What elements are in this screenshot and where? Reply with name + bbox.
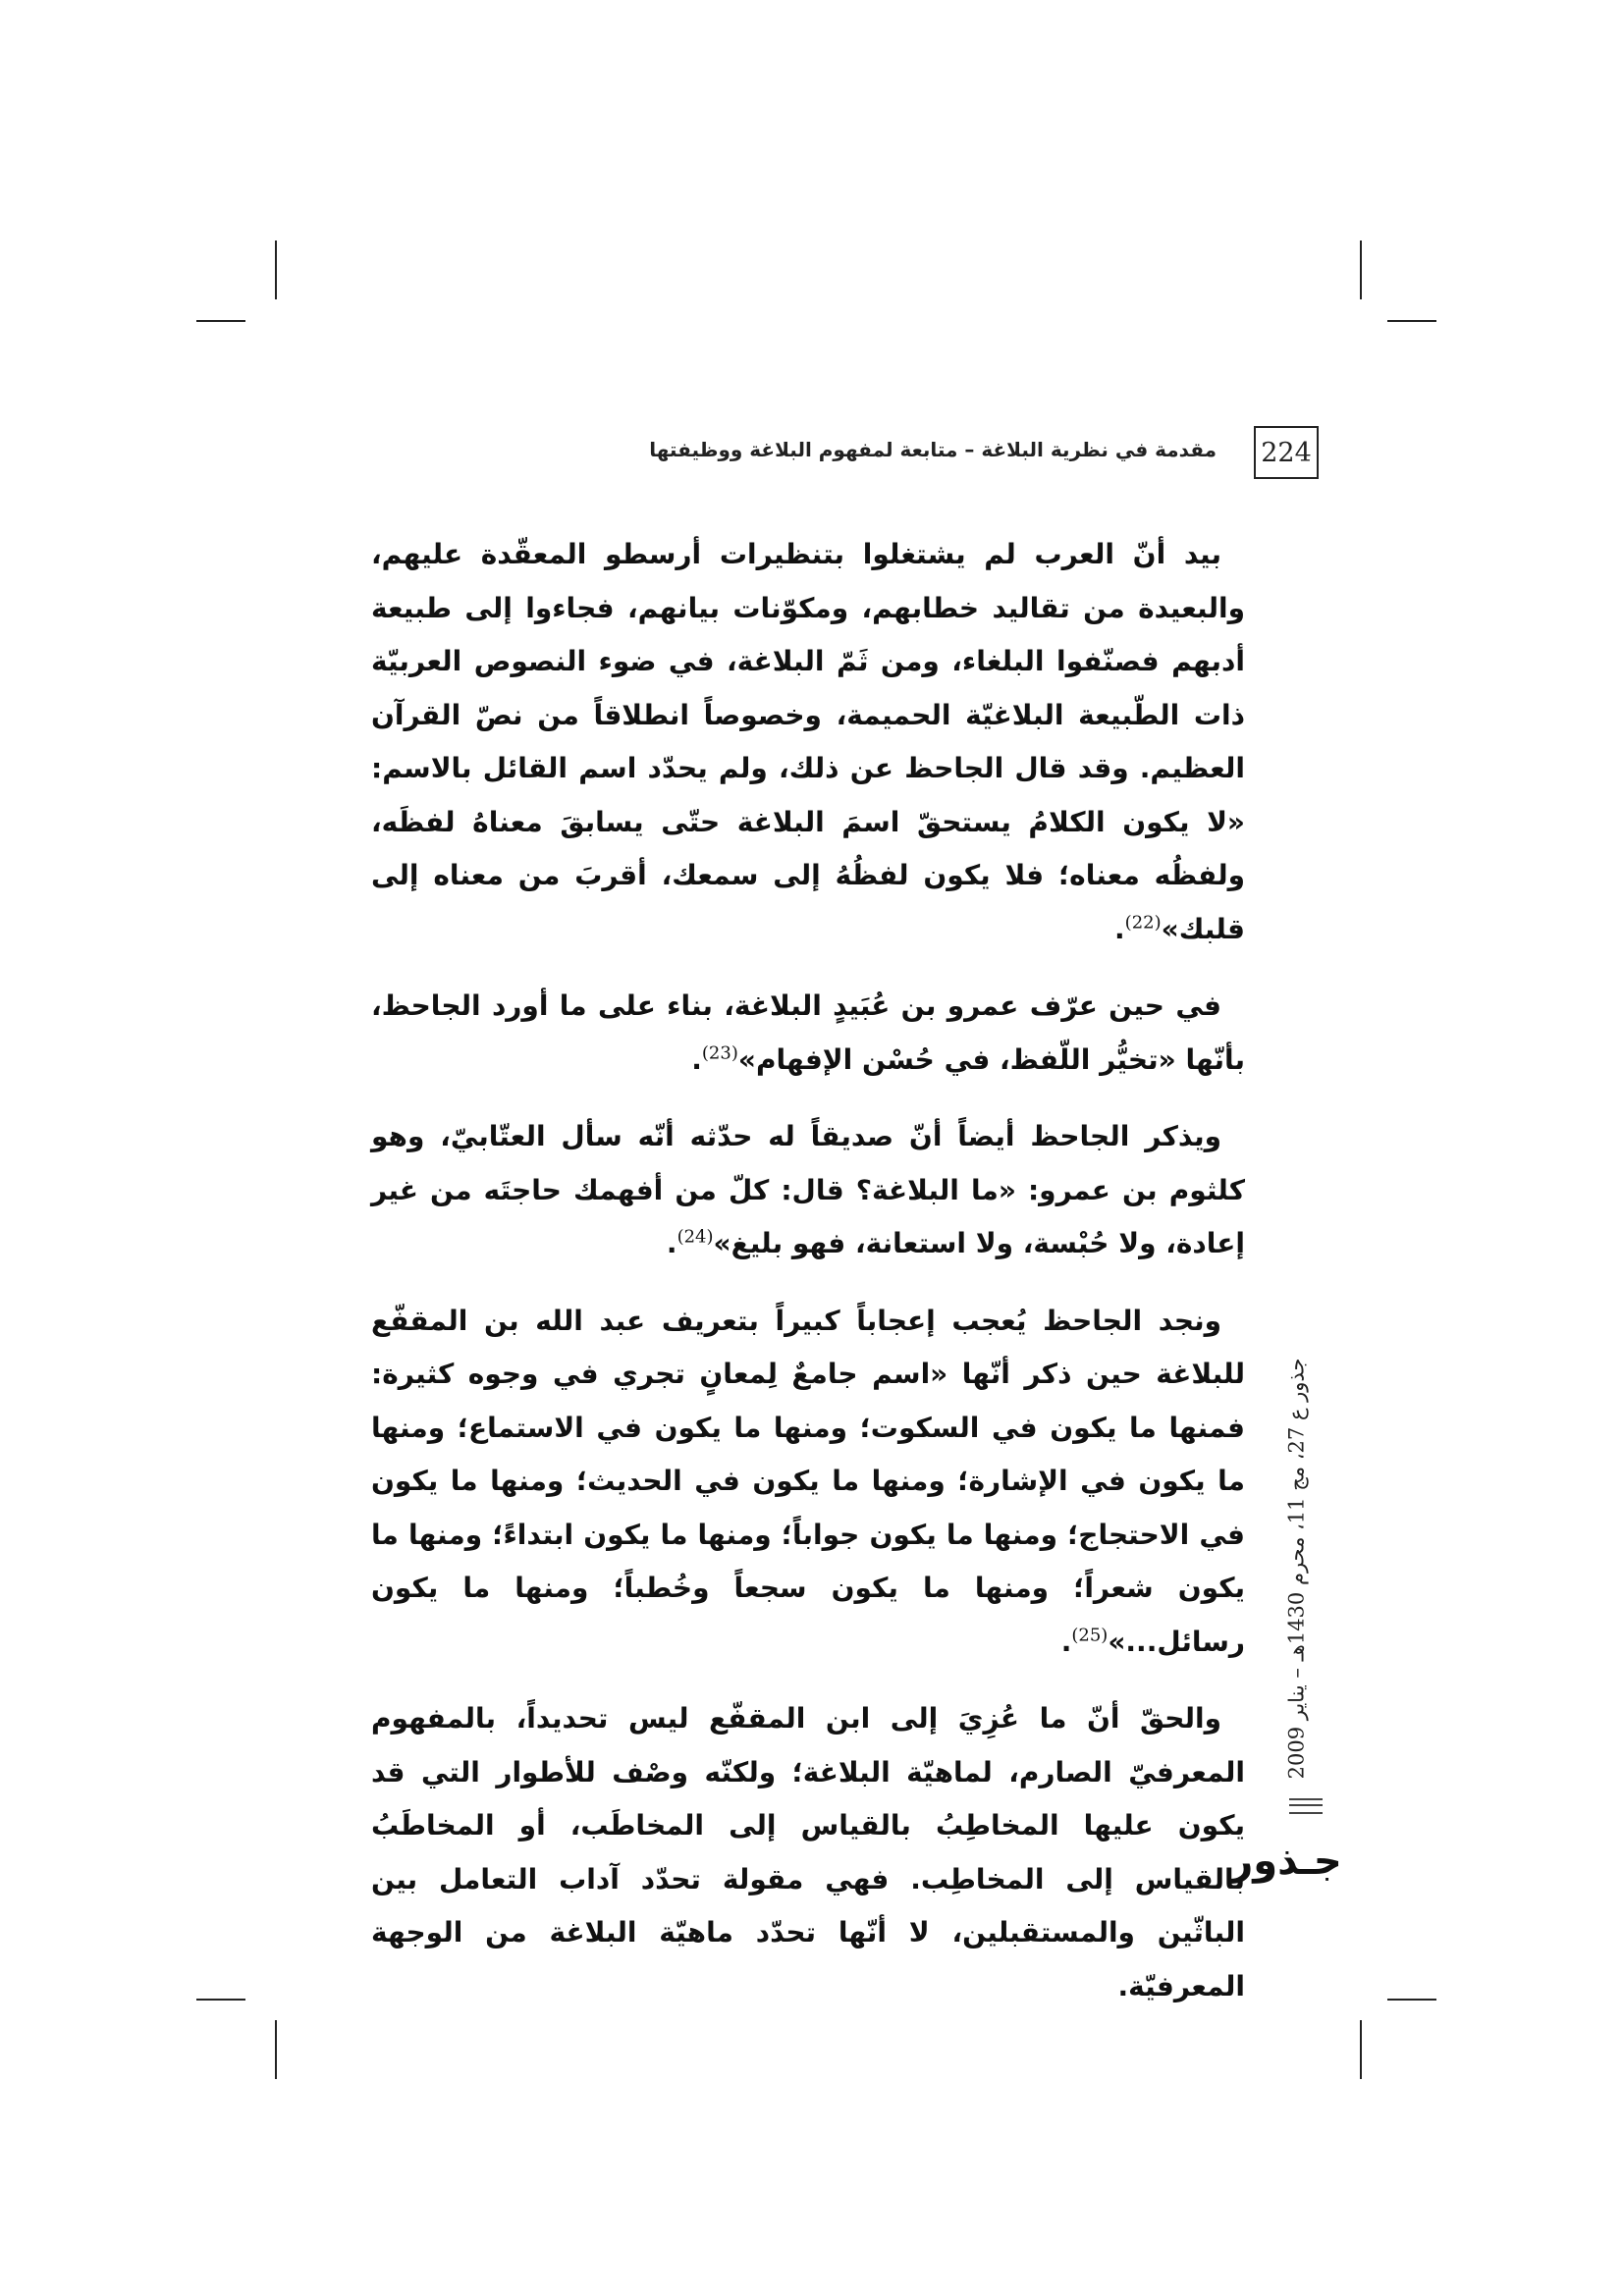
paragraph-4-text: ونجد الجاحظ يُعجب إعجاباً كبيراً بتعريف عبد الله بن المقفّع للبلاغة حين ذكر أنّها «اسم جامعٌ لِمعانٍ تجري في وجوه كثيرة: فمنها ما يكون في السكوت؛ ومنها ما يكون في الاستماع؛ ومنها ما يكون في الإشارة؛ ومنها ما يكون في الحديث؛ ومنها ما يكون في الاحتجاج؛ ومنها ما يكون جواباً؛ ومنها ما يكون ابتداءً؛ ومنها ما يكون شعراً؛ ومنها ما يكون سجعاً وخُطباً؛ ومنها ما يكون رسائل...»	[371, 1304, 1245, 1658]
crop-mark-bottom-left-horizontal	[196, 1999, 245, 2001]
crop-mark-bottom-right-horizontal	[1387, 1999, 1436, 2001]
page-header	[649, 426, 1319, 485]
footnote-ref-25: (25)	[1071, 1625, 1109, 1646]
paragraph-4: ونجد الجاحظ يُعجب إعجاباً كبيراً بتعريف عبد الله بن المقفّع للبلاغة حين ذكر أنّها «اسم جامعٌ لِمعانٍ تجري في وجوه كثيرة: فمنها ما يكون في السكوت؛ ومنها ما يكون في الاستماع؛ ومنها ما يكون في الإشارة؛ ومنها ما يكون في الحديث؛ ومنها ما يكون في الاحتجاج؛ ومنها ما يكون جواباً؛ ومنها ما يكون ابتداءً؛ ومنها ما يكون شعراً؛ ومنها ما يكون سجعاً وخُطباً؛ ومنها ما يكون رسائل...»$^{(25)}$.	[371, 1304, 1245, 1658]
crop-mark-top-left-vertical	[275, 240, 277, 299]
paragraph-3-text: ويذكر الجاحظ أيضاً أنّ صديقاً له حدّثه أنّه سأل العتّابيّ، وهو كلثوم بن عمرو: «ما البلاغة؟ قال: كلّ من أفهمك حاجتَه من غير إعادة، ولا حُبْسة، ولا استعانة، فهو بليغ»	[371, 1120, 1245, 1259]
article-body	[371, 528, 1245, 2037]
paragraph-3: ويذكر الجاحظ أيضاً أنّ صديقاً له حدّثه أنّه سأل العتّابيّ، وهو كلثوم بن عمرو: «ما البلاغة؟ قال: كلّ من أفهمك حاجتَه من غير إعادة، ولا حُبْسة، ولا استعانة، فهو بليغ»$^{(24)}$.	[371, 1120, 1245, 1259]
paragraph-5	[371, 1692, 1245, 2013]
decorative-rules	[1289, 1798, 1323, 1814]
footnote-ref-22: (22)	[1124, 912, 1162, 934]
paragraph-1: بيد أنّ العرب لم يشتغلوا بتنظيرات أرسطو المعقّدة عليهم، والبعيدة من تقاليد خطابهم، ومكوّنات بيانهم، فجاءوا إلى طبيعة أدبهم فصنّفوا البلغاء، ومن ثَمّ البلاغة، في ضوء النصوص العربيّة ذات الطّبيعة البلاغيّة الحميمة، وخصوصاً انطلاقاً من نصّ القرآن العظيم. وقد قال الجاحظ عن ذلك، ولم يحدّد اسم القائل بالاسم: «لا يكون الكلامُ يستحقّ اسمَ البلاغة حتّى يسابقَ معناهُ لفظَه، ولفظُه معناه؛ فلا يكون لفظُهُ إلى سمعك، أقربَ من معناه إلى قلبك»$^{(22)}$.	[371, 538, 1245, 945]
footnote-ref-24: (24)	[676, 1226, 714, 1248]
page-number: 224	[1254, 426, 1319, 479]
crop-mark-top-right-horizontal	[1387, 320, 1436, 322]
crop-mark-bottom-left-vertical	[275, 2020, 277, 2079]
running-title: مقدمة في نظرية البلاغة – متابعة لمفهوم البلاغة ووظيفتها	[649, 438, 1217, 461]
paragraph-5-text: والحقّ أنّ ما عُزِيَ إلى ابن المقفّع ليس تحديداً، بالمفهوم المعرفيّ الصارم، لماهيّة البلاغة؛ ولكنّه وصْف للأطوار التي قد يكون عليها المخاطِبُ بالقياس إلى المخاطَب، أو المخاطَبُ بالقياس إلى المخاطِب. فهي مقولة تحدّد آداب التعامل بين الباثّين والمستقبلين، لا أنّها تحدّد ماهيّة البلاغة من الوجهة المعرفيّة.	[371, 1702, 1245, 2002]
crop-mark-top-right-vertical	[1360, 240, 1362, 299]
paragraph-1-text: بيد أنّ العرب لم يشتغلوا بتنظيرات أرسطو المعقّدة عليهم، والبعيدة من تقاليد خطابهم، ومكوّنات بيانهم، فجاءوا إلى طبيعة أدبهم فصنّفوا البلغاء، ومن ثَمّ البلاغة، في ضوء النصوص العربيّة ذات الطّبيعة البلاغيّة الحميمة، وخصوصاً انطلاقاً من نصّ القرآن العظيم. وقد قال الجاحظ عن ذلك، ولم يحدّد اسم القائل بالاسم: «لا يكون الكلامُ يستحقّ اسمَ البلاغة حتّى يسابقَ معناهُ لفظَه، ولفظُه معناه؛ فلا يكون لفظُهُ إلى سمعك، أقربَ من معناه إلى قلبك»	[371, 538, 1245, 945]
journal-logo: جـذور	[1230, 1839, 1342, 1884]
crop-mark-bottom-right-vertical	[1360, 2020, 1362, 2079]
footnote-ref-23: (23)	[701, 1042, 738, 1064]
paragraph-2-text: في حين عرّف عمرو بن عُبَيدٍ البلاغة، بناء على ما أورد الجاحظ، بأنّها «تخيُّر اللّفظ، في حُسْن الإفهام»	[371, 989, 1245, 1076]
journal-issue-text: جذور ع 27، مج 11، محرم 1430هـ – يناير 2009	[1284, 1358, 1308, 1780]
crop-mark-top-left-horizontal	[196, 320, 245, 322]
paragraph-2: في حين عرّف عمرو بن عُبَيدٍ البلاغة، بناء على ما أورد الجاحظ، بأنّها «تخيُّر اللّفظ، في حُسْن الإفهام»$^{(23)}$.	[371, 989, 1245, 1076]
journal-issue-info	[1278, 1343, 1314, 1794]
